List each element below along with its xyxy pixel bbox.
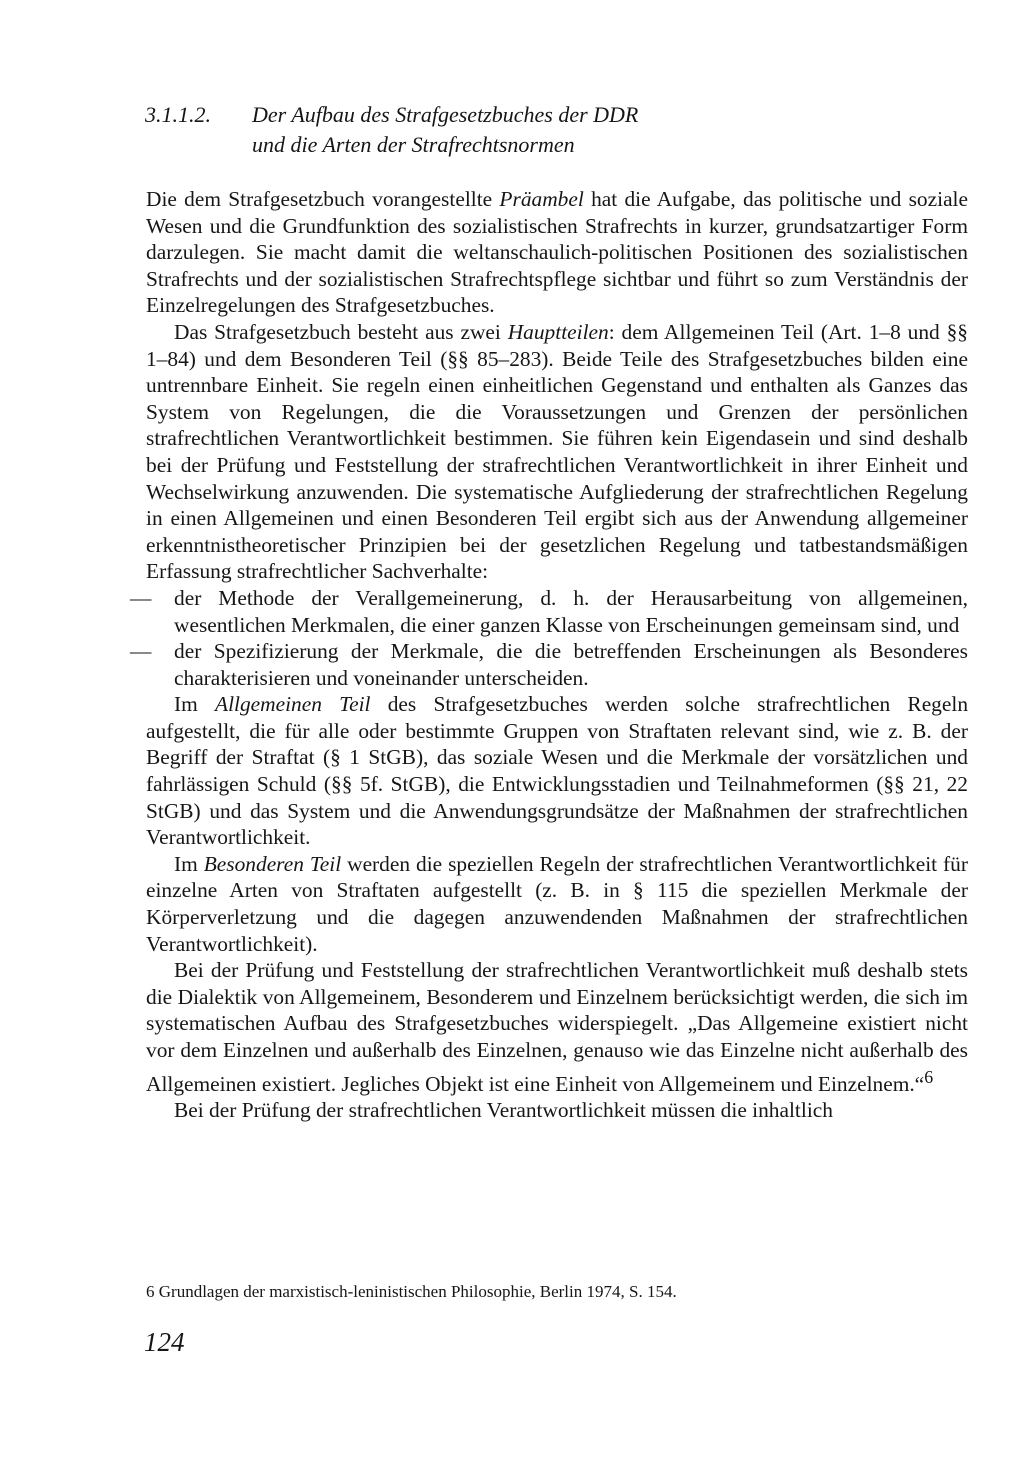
list-item-text: der Methode der Verallgemeinerung, d. h. der Herausarbeitung von allgemeinen, wesentlichen Merkmalen, die einer ganzen Klasse von Erscheinungen gemeinsam sind, und — [174, 585, 968, 637]
emphasis-besonderen-teil: Besonderen Teil — [203, 851, 342, 876]
paragraph-text: Bei der Prüfung der strafrechtlichen Verantwortlichkeit müssen die inhaltlich — [174, 1098, 833, 1123]
section-heading — [145, 100, 968, 160]
section-title-line-2: und die Arten der Strafrechtsnormen — [252, 132, 575, 157]
emphasis-praeambel: Präambel — [499, 187, 584, 211]
list-item — [130, 638, 968, 691]
section-title — [252, 100, 968, 160]
footnote: 6 Grundlagen der marxistisch-leninistischen Philosophie, Berlin 1974, S. 154. — [146, 1282, 677, 1301]
body-text — [130, 186, 969, 1124]
paragraph-text: hat die Aufgabe, das politische und soziale Wesen und die Grundfunktion des sozialistischen Strafrechts in kurzer, grundsatzartiger Form darzulegen. Sie macht damit die weltanschaulich-politischen Positionen des sozialistischen Strafrechts und der sozialistischen Strafrechtspflege sichtbar und führt so zum Verständnis der Einzelregelungen des Strafgesetzbuches. — [146, 187, 968, 318]
paragraph-besonderer-teil — [146, 851, 968, 957]
dash-bullet: — — [130, 585, 152, 610]
paragraph-text: Im — [174, 692, 215, 717]
section-number: 3.1.1.2. — [145, 102, 211, 127]
list-item-text: der Spezifizierung der Merkmale, die die betreffenden Erscheinungen als Besonderes charakterisieren und voneinander unterscheiden. — [174, 639, 968, 690]
paragraph-dialektik — [146, 957, 968, 1097]
emphasis-allgemeinen-teil: Allgemeinen Teil — [215, 692, 371, 717]
document-page — [130, 100, 969, 1124]
dash-bullet: — — [130, 639, 152, 664]
section-title-line-1: Der Aufbau des Strafgesetzbuches der DDR — [252, 102, 639, 127]
paragraph-text: Im — [174, 851, 204, 876]
emphasis-hauptteilen: Hauptteilen — [507, 319, 609, 344]
paragraph-text: Die dem Strafgesetzbuch vorangestellte — [146, 187, 500, 211]
paragraph-pruefung — [146, 1097, 968, 1124]
paragraph-text: des Strafgesetzbuches werden solche strafrechtlichen Regeln aufgestellt, die für alle oder bestimmte Gruppen von Straftaten relevant sind, wie z. B. der Begriff der Straftat (§ 1 StGB), das soziale Wesen und die Merkmale der vorsätzlichen und fahrlässigen Schuld (§§ 5f. StGB), die Entwicklungsstadien und Teilnahmeformen (§§ 21, 22 StGB) und das System und die Anwendungsgrundsätze der Maßnahmen der strafrechtlichen Verantwortlichkeit. — [146, 692, 969, 850]
paragraph-preamble — [146, 186, 968, 319]
paragraph-allgemeiner-teil — [146, 691, 968, 851]
footnote-reference: 6 — [924, 1066, 934, 1087]
list-item — [130, 585, 968, 638]
paragraph-hauptteile — [146, 319, 968, 585]
paragraph-text: Das Strafgesetzbuch besteht aus zwei — [174, 319, 508, 344]
paragraph-text: werden die speziellen Regeln der strafrechtlichen Verantwortlichkeit für einzelne Arten von Straftaten aufgestellt (z. B. in § 115 die speziellen Merkmale der Körperverletzung und die dagegen anzuwendenden Maßnahmen der strafrechtlichen Verantwortlichkeit). — [146, 851, 968, 956]
paragraph-text: : dem Allgemeinen Teil (Art. 1–8 und §§ 1–84) und dem Besonderen Teil (§§ 85–283). Beide Teile des Strafgesetzbuches bilden eine untrennbare Einheit. Sie regeln einen einheitlichen Gegenstand und enthalten als Ganzes das System von Regelungen, die die Voraussetzungen und Grenzen der persönlichen strafrechtlichen Verantwortlichkeit bestimmen. Sie führen kein Eigendasein und sind deshalb bei der Prüfung und Feststellung der strafrechtlichen Verantwortlichkeit in ihrer Einheit und Wechselwirkung anzuwenden. Die systematische Aufgliederung der strafrechtlichen Regelung in einen Allgemeinen und einen Besonderen Teil ergibt sich aus der Anwendung allgemeiner erkenntnistheoretischer Prinzipien bei der gesetzlichen Regelung und tatbestandsmäßigen Erfassung strafrechtlicher Sachverhalte: — [146, 319, 969, 584]
page-number: 124 — [144, 1327, 185, 1357]
paragraph-text: Bei der Prüfung und Feststellung der strafrechtlichen Verantwortlichkeit muß deshalb stets die Dialektik von Allgemeinem, Besonderem und Einzelnem berücksichtigt werden, die sich im systematischen Aufbau des Strafgesetzbuches widerspiegelt. „Das Allgemeine existiert nicht vor dem Einzelnen und außerhalb des Einzelnen, genauso wie das Einzelne nicht außerhalb des Allgemeinen existiert. Jegliches Objekt ist eine Einheit von Allgemeinem und Einzelnem.“ — [146, 958, 968, 1096]
